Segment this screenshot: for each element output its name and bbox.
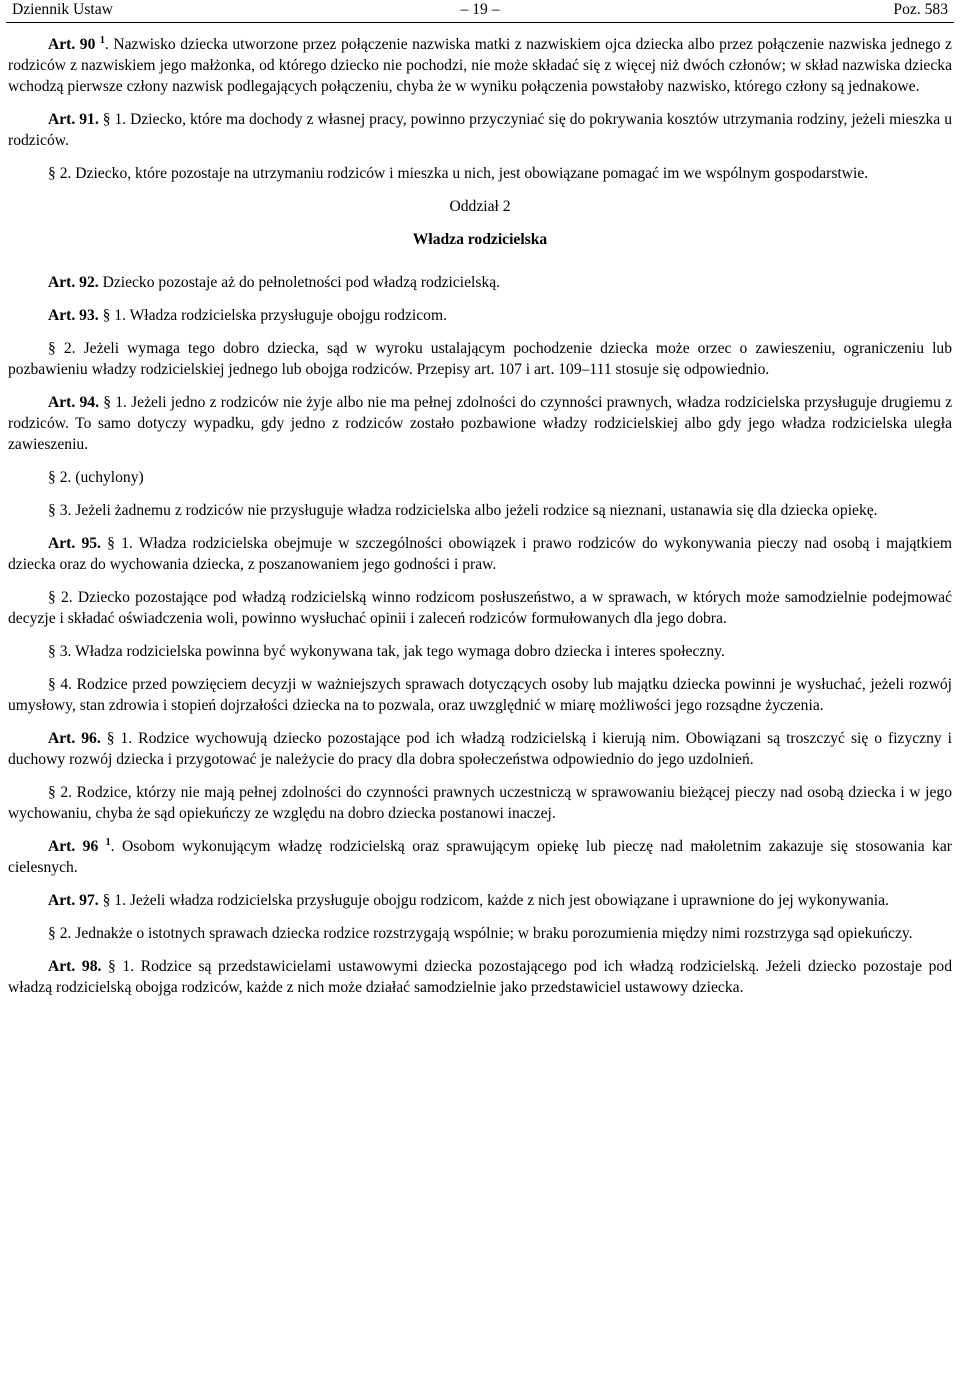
article-96-par-2: § 2. Rodzice, którzy nie mają pełnej zdolności do czynności prawnych uczestniczą w sprawowaniu bieżącej pieczy nad osobą dziecka i w jego wychowaniu, chyba że sąd opiekuńczy ze względu na dobro dziecka postanowi inaczej.	[8, 784, 952, 822]
article-number: Art. 96 $^1$	[48, 836, 111, 855]
article-93-par-2: § 2. Jeżeli wymaga tego dobro dziecka, sąd w wyroku ustalającym pochodzenie dziecka może orzec o zawieszeniu, ograniczeniu lub pozbawieniu władzy rodzicielskiej jednego lub obojga rodziców. Przepisy art. 107 i art. 109–111 stosuje się odpowiednio.	[8, 340, 952, 378]
article-90-1: Art. 90 $^1$. Nazwisko dziecka utworzone przez połączenie nazwiska matki z nazwiskiem ojca dziecka albo przez połączenie nazwiska jednego z rodziców z nazwiskiem jego małżonka, od którego dziecko nie pochodzi, nie może składać się z więcej niż dwóch członów; w skład nazwiska dziecka wchodzą pierwsze człony nazwisk podlegających połączeniu, chyba że w wyniku połączenia powstałoby nazwisko, którego człony są jednakowe.	[8, 34, 952, 95]
page-number: – 19 –	[460, 1, 500, 18]
document-body	[8, 34, 952, 1010]
header-rule	[6, 22, 954, 23]
article-96: Art. 96. § 1. Rodzice wychowują dziecko pozostające pod ich władzą rodzicielską i kierują nim. Obowiązani są troszczyć się o fizyczny i duchowy rozwój dziecka i przygotować je należycie do pracy dla dobra społeczeństwa odpowiednio do jego uzdolnień.	[8, 730, 953, 768]
article-number: Art. 97.	[48, 892, 99, 909]
article-94-par-2: § 2. (uchylony)	[48, 469, 144, 486]
article-97-par-2: § 2. Jednakże o istotnych sprawach dziecka rodzice rozstrzygają wspólnie; w braku porozumienia między nimi rozstrzyga sąd opiekuńczy.	[48, 925, 913, 942]
article-95-par-3: § 3. Władza rodzicielska powinna być wykonywana tak, jak tego wymaga dobro dziecka i interes społeczny.	[48, 643, 725, 660]
journal-title: Dziennik Ustaw	[12, 1, 113, 18]
division-title: Władza rodzicielska	[412, 231, 548, 248]
article-number: Art. 91.	[48, 111, 99, 128]
position-number: Poz. 583	[893, 1, 948, 18]
article-number: Art. 90 $^1$	[48, 34, 105, 53]
article-98: Art. 98. § 1. Rodzice są przedstawicielami ustawowymi dziecka pozostającego pod ich władzą rodzicielską. Jeżeli dziecko pozostaje pod władzą rodzicielską obojga rodziców, każde z nich może działać samodzielnie jako przedstawiciel ustawowy dziecka.	[8, 958, 952, 996]
article-93: Art. 93. § 1. Władza rodzicielska przysługuje obojgu rodzicom.	[48, 307, 447, 324]
article-92: Art. 92. Dziecko pozostaje aż do pełnoletności pod władzą rodzicielską.	[48, 274, 501, 291]
article-91-par-2: § 2. Dziecko, które pozostaje na utrzymaniu rodziców i mieszka u nich, jest obowiązane pomagać im we wspólnym gospodarstwie.	[48, 165, 869, 182]
page-header	[8, 0, 952, 22]
article-number: Art. 95.	[48, 535, 101, 552]
division-heading: Oddział 2	[449, 198, 511, 215]
article-95: Art. 95. § 1. Władza rodzicielska obejmuje w szczególności obowiązek i prawo rodziców do wykonywania pieczy nad osobą i majątkiem dziecka oraz do wychowania dziecka, z poszanowaniem jego godności i praw.	[8, 535, 952, 573]
article-number: Art. 93.	[48, 307, 99, 324]
article-94: Art. 94. § 1. Jeżeli jedno z rodziców nie żyje albo nie ma pełnej zdolności do czynności prawnych, władza rodzicielska przysługuje drugiemu z rodziców. To samo dotyczy wypadku, gdy jedno z rodziców zostało pozbawione władzy rodzicielskiej albo gdy jego władza rodzicielska uległa zawieszeniu.	[8, 394, 952, 453]
article-97: Art. 97. § 1. Jeżeli władza rodzicielska przysługuje obojgu rodzicom, każde z nich jest obowiązane i uprawnione do jej wykonywania.	[48, 892, 889, 909]
article-number: Art. 94.	[48, 394, 99, 411]
article-96-1: Art. 96 $^1$. Osobom wykonującym władzę rodzicielską oraz sprawującym opiekę lub pieczę nad małoletnim zakazuje się stosowania kar cielesnych.	[8, 836, 952, 876]
article-number: Art. 96.	[48, 730, 101, 747]
article-95-par-4: § 4. Rodzice przed powzięciem decyzji w ważniejszych sprawach dotyczących osoby lub majątku dziecka powinni je wysłuchać, jeżeli rozwój umysłowy, stan zdrowia i stopień dojrzałości dziecka na to pozwala, oraz uwzględnić w miarę możliwości jego rozsądne życzenia.	[8, 676, 952, 714]
article-number: Art. 92.	[48, 274, 99, 291]
article-91: Art. 91. § 1. Dziecko, które ma dochody z własnej pracy, powinno przyczyniać się do pokrywania kosztów utrzymania rodziny, jeżeli mieszka u rodziców.	[8, 111, 952, 149]
article-95-par-2: § 2. Dziecko pozostające pod władzą rodzicielską winno rodzicom posłuszeństwo, a w sprawach, w których może samodzielnie podejmować decyzje i składać oświadczenia woli, powinno wysłuchać opinii i zaleceń rodziców formułowanych dla jego dobra.	[8, 589, 952, 627]
article-94-par-3: § 3. Jeżeli żadnemu z rodziców nie przysługuje władza rodzicielska albo jeżeli rodzice są nieznani, ustanawia się dla dziecka opiekę.	[48, 502, 878, 519]
article-number: Art. 98.	[48, 958, 102, 975]
